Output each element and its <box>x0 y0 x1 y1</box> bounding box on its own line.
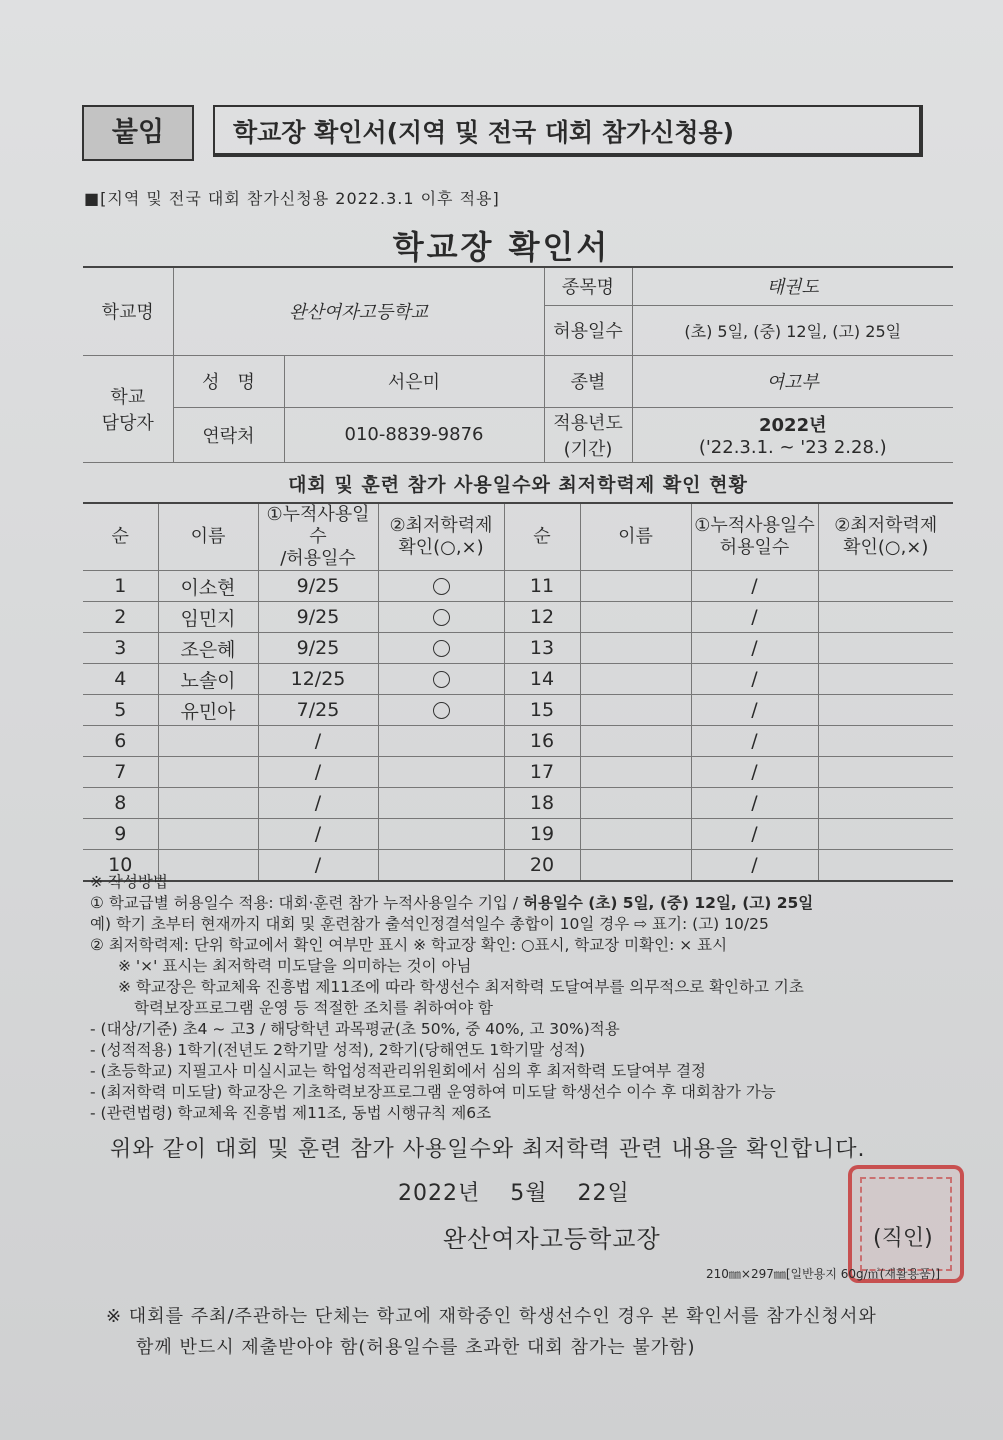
school-info-table <box>83 266 953 463</box>
header-no-2: 순 <box>504 503 580 571</box>
row-days: / <box>258 819 378 850</box>
row-check <box>818 664 953 695</box>
school-label: 학교명 <box>83 267 173 355</box>
row-days: 9/25 <box>258 633 378 664</box>
row-no: 4 <box>83 664 158 695</box>
instruction-line: ※ 학교장은 학교체육 진흥법 제11조에 따라 학생선수 최저학력 도달여부를 의무적으로 확인하고 기초 <box>118 978 804 996</box>
row-no: 11 <box>504 571 580 602</box>
row-name <box>580 695 691 726</box>
row-check <box>818 695 953 726</box>
instruction-line: ※ '×' 표시는 최저학력 미도달을 의미하는 것이 아님 <box>118 957 472 975</box>
row-check <box>378 695 504 726</box>
confirmed-circle-icon <box>433 578 450 595</box>
table-row <box>83 757 953 788</box>
row-days: / <box>691 695 818 726</box>
header-days-line2: /허용일수 <box>280 548 356 569</box>
athlete-roster-table <box>83 502 953 882</box>
row-check <box>818 633 953 664</box>
row-days: / <box>258 850 378 882</box>
row-name: 유민아 <box>158 695 258 726</box>
row-check <box>818 819 953 850</box>
row-no: 6 <box>83 726 158 757</box>
sport-label: 종목명 <box>544 267 632 305</box>
row-name <box>158 757 258 788</box>
table-row <box>83 695 953 726</box>
division-label: 종별 <box>544 355 632 407</box>
footnote-line2: 함께 반드시 제출받아야 함(허용일수를 초과한 대회 참가는 불가함) <box>136 1337 696 1358</box>
header-days2-line1: ①누적사용일수 <box>694 515 815 536</box>
table-row <box>83 788 953 819</box>
table-row <box>83 819 953 850</box>
instruction-1b: 허용일수 (초) 5일, (중) 12일, (고) 25일 <box>522 894 814 912</box>
row-no: 15 <box>504 695 580 726</box>
instruction-line: - (관련법령) 학교체육 진흥법 제11조, 동법 시행규칙 제6조 <box>90 1104 492 1122</box>
confirmed-circle-icon <box>433 702 450 719</box>
row-no: 17 <box>504 757 580 788</box>
contact-value: 010-8839-9876 <box>284 407 544 462</box>
header-check2-line2: 확인(○,×) <box>843 537 929 558</box>
instruction-line: 예) 학기 초부터 현재까지 대회 및 훈련참가 출석인정결석일수 총합이 10일 경우 ⇨ 표기: (고) 10/25 <box>90 915 769 933</box>
manager-name-value: 서은미 <box>284 355 544 407</box>
row-name <box>158 819 258 850</box>
row-check <box>818 757 953 788</box>
header-days <box>258 503 378 571</box>
document-title: 학교장 확인서 <box>392 228 611 266</box>
row-check <box>378 664 504 695</box>
row-days: / <box>691 850 818 882</box>
period-label-line1: 적용년도 <box>553 412 623 434</box>
row-name <box>580 788 691 819</box>
allowed-days-label: 허용일수 <box>544 305 632 355</box>
attachment-tag: 붙임 <box>82 105 194 161</box>
manager-label-line1: 학교 <box>110 386 146 408</box>
row-days: / <box>691 726 818 757</box>
form-title: 학교장 확인서(지역 및 전국 대회 참가신청용) <box>213 105 923 157</box>
section-title: 대회 및 훈련 참가 사용일수와 최저학력제 확인 현황 <box>288 474 748 496</box>
row-no: 7 <box>83 757 158 788</box>
date-month: 5월 <box>510 1181 548 1206</box>
instructions-title: ※ 작성방법 <box>90 873 168 891</box>
header-check-line2: 확인(○,×) <box>398 537 484 558</box>
row-name <box>580 664 691 695</box>
row-name: 임민지 <box>158 602 258 633</box>
name-label: 성 명 <box>173 355 284 407</box>
row-check <box>818 571 953 602</box>
row-days: / <box>691 633 818 664</box>
instruction-line: - (대상/기준) 초4 ~ 고3 / 해당학년 과목평균(초 50%, 중 40%, 고 30%)적용 <box>90 1020 620 1038</box>
row-name: 조은혜 <box>158 633 258 664</box>
sport-value: 태권도 <box>632 267 953 305</box>
instruction-line: 학력보장프로그램 운영 등 적절한 조치를 취하여야 함 <box>134 999 493 1017</box>
header-days2-line2: 허용일수 <box>719 537 790 558</box>
row-no: 2 <box>83 602 158 633</box>
row-name <box>580 633 691 664</box>
header-check <box>378 503 504 571</box>
school-value: 완산여자고등학교 <box>173 267 544 355</box>
row-no: 20 <box>504 850 580 882</box>
footnote-line1: ※ 대회를 주최/주관하는 단체는 학교에 재학중인 학생선수인 경우 본 확인서를 참가신청서와 <box>106 1306 877 1327</box>
roster-header-row <box>83 503 953 571</box>
row-name <box>158 788 258 819</box>
row-name <box>580 726 691 757</box>
table-row <box>83 571 953 602</box>
period-value <box>632 407 953 462</box>
row-days: / <box>258 726 378 757</box>
row-no: 5 <box>83 695 158 726</box>
row-days: / <box>691 757 818 788</box>
applicability-note: ■[지역 및 전국 대회 참가신청용 2022.3.1 이후 적용] <box>84 189 500 208</box>
date-day: 22일 <box>577 1181 630 1206</box>
period-label-line2: (기간) <box>563 438 613 460</box>
row-no: 9 <box>83 819 158 850</box>
row-name <box>580 819 691 850</box>
row-check <box>378 726 504 757</box>
row-days: / <box>691 819 818 850</box>
confirmation-statement: 위와 같이 대회 및 훈련 참가 사용일수와 최저학력 관련 내용을 확인합니다. <box>110 1137 866 1162</box>
row-name: 이소현 <box>158 571 258 602</box>
instruction-line: ② 최저학력제: 단위 학교에서 확인 여부만 표시 ※ 학교장 확인: ○표시, 학교장 미확인: × 표시 <box>90 936 728 954</box>
row-name <box>580 571 691 602</box>
confirmed-circle-icon <box>433 609 450 626</box>
row-no: 19 <box>504 819 580 850</box>
row-no: 18 <box>504 788 580 819</box>
header-no: 순 <box>83 503 158 571</box>
header-days-2 <box>691 503 818 571</box>
row-days: / <box>258 757 378 788</box>
row-no: 13 <box>504 633 580 664</box>
allowed-days-value: (초) 5일, (중) 12일, (고) 25일 <box>632 305 953 355</box>
table-row <box>83 664 953 695</box>
row-check <box>378 633 504 664</box>
row-check <box>378 819 504 850</box>
row-no: 1 <box>83 571 158 602</box>
row-no: 8 <box>83 788 158 819</box>
header-check-2 <box>818 503 953 571</box>
row-check <box>378 788 504 819</box>
row-days: / <box>691 571 818 602</box>
row-days: 7/25 <box>258 695 378 726</box>
confirmed-circle-icon <box>433 640 450 657</box>
confirmed-circle-icon <box>433 671 450 688</box>
instruction-line: - (성적적용) 1학기(전년도 2학기말 성적), 2학기(당해연도 1학기말 성적) <box>90 1041 586 1059</box>
period-label <box>544 407 632 462</box>
header-days-line1: ①누적사용일수 <box>266 504 370 547</box>
row-no: 3 <box>83 633 158 664</box>
period-year: 2022년 <box>759 415 827 436</box>
row-days: / <box>691 664 818 695</box>
row-check <box>818 726 953 757</box>
row-name <box>158 726 258 757</box>
row-check <box>818 602 953 633</box>
row-name: 노솔이 <box>158 664 258 695</box>
row-days: / <box>691 788 818 819</box>
row-days: / <box>691 602 818 633</box>
row-days: / <box>258 788 378 819</box>
submission-footnote <box>106 1301 877 1363</box>
row-check <box>378 602 504 633</box>
writing-instructions <box>90 872 960 1124</box>
table-row <box>83 633 953 664</box>
header-name-2: 이름 <box>580 503 691 571</box>
paper-spec: 210㎜×297㎜[일반용지 60g/㎡(재활용품)] <box>706 1267 941 1281</box>
principal-name: 완산여자고등학교장 <box>443 1225 661 1253</box>
issue-date <box>398 1176 652 1207</box>
row-no: 16 <box>504 726 580 757</box>
instruction-line: - (최저학력 미도달) 학교장은 기초학력보장프로그램 운영하여 미도달 학생선수 이수 후 대회참가 가능 <box>90 1083 776 1101</box>
row-check <box>378 757 504 788</box>
row-days: 9/25 <box>258 571 378 602</box>
manager-label <box>83 355 173 462</box>
instruction-line: - (초등학교) 지필고사 미실시교는 학업성적관리위원회에서 심의 후 최저학력 도달여부 결정 <box>90 1062 707 1080</box>
row-days: 12/25 <box>258 664 378 695</box>
instruction-line <box>90 893 960 914</box>
seal-label: (직인) <box>873 1226 933 1251</box>
row-days: 9/25 <box>258 602 378 633</box>
table-row <box>83 602 953 633</box>
period-range: ('22.3.1. ~ '23 2.28.) <box>698 437 887 458</box>
row-no: 10 <box>83 850 158 882</box>
row-check <box>378 571 504 602</box>
row-name <box>580 602 691 633</box>
row-check <box>818 788 953 819</box>
header-check2-line1: ②최저학력제 <box>834 515 938 536</box>
row-no: 14 <box>504 664 580 695</box>
instruction-1a: ① 학교급별 허용일수 적용: 대회·훈련 참가 누적사용일수 기입 / <box>90 894 523 912</box>
division-value: 여고부 <box>632 355 953 407</box>
date-year: 2022년 <box>398 1181 481 1206</box>
row-name <box>580 757 691 788</box>
manager-label-line2: 담당자 <box>101 412 154 434</box>
table-row <box>83 726 953 757</box>
row-no: 12 <box>504 602 580 633</box>
contact-label: 연락처 <box>173 407 284 462</box>
header-check-line1: ②최저학력제 <box>389 515 493 536</box>
header-name: 이름 <box>158 503 258 571</box>
